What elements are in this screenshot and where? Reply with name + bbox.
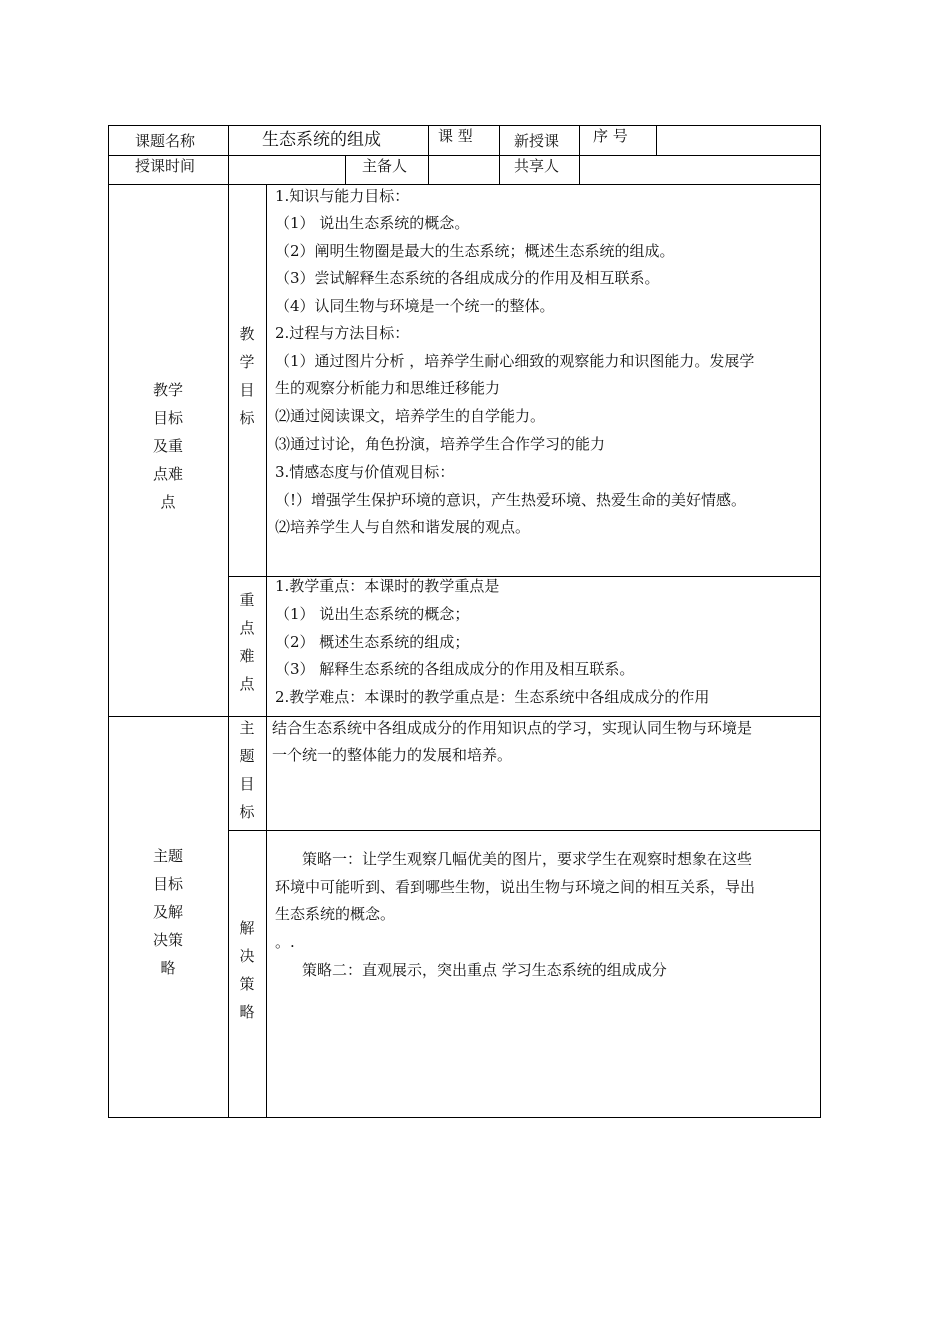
theme-line: 一个统一的整体能力的发展和培养。 [272,746,513,764]
row-divider [108,716,821,717]
goal-line: ⑵培养学生人与自然和谐发展的观点。 [275,518,531,536]
goal-line: 生的观察分析能力和思维迁移能力 [275,379,501,397]
key-point-line: （3） 解释生态系统的各组成成分的作用及相互联系。 [275,660,635,678]
column-divider [656,125,657,155]
goal-line: （!）增强学生保护环境的意识，产生热爱环境、热爱生命的美好情感。 [275,491,747,509]
key-point-line: （2） 概述生态系统的组成； [275,633,470,651]
strategy-line: 环境中可能听到、看到哪些生物，说出生物与环境之间的相互关系，导出 [275,878,756,896]
time-label: 授课时间 [135,157,196,175]
table-border-bottom [108,1117,821,1118]
goal-line: （1）通过图片分析 ，培养学生耐心细致的观察能力和识图能力。发展学 [275,352,755,370]
strategy-line: 策略一：让学生观察几幅优美的图片，要求学生在观察时想象在这些 [302,850,753,868]
goal-line: 1.知识与能力目标： [275,187,410,205]
type-value: 新授课 [514,132,560,150]
section-label-theme-strategy: 主题 目标 及解 决策 略 [152,847,183,977]
topic-title: 生态系统的组成 [262,130,381,150]
row-divider [108,155,821,156]
key-point-line: 1.教学重点：本课时的教学重点是 [275,577,500,595]
sub-label-theme-goals: 主 题 目 标 [239,719,255,821]
goal-line: （2）阐明生物圈是最大的生态系统；概述生态系统的组成。 [275,242,675,260]
strategy-line: 生态系统的概念。 [275,905,396,923]
row-divider [228,830,821,831]
goal-line: 2.过程与方法目标： [275,324,410,342]
column-divider [499,125,500,185]
sub-label-key-points: 重 点 难 点 [239,591,255,693]
row-divider [108,184,821,185]
type-label: 课 型 [438,127,473,145]
sequence-label: 序 号 [593,127,628,145]
topic-label: 课题名称 [135,132,196,150]
goal-line: （3）尝试解释生态系统的各组成成分的作用及相互联系。 [275,269,660,287]
table-border-right [820,125,821,1118]
sub-label-strategy: 解 决 策 略 [239,919,255,1021]
column-divider [345,155,346,185]
column-divider [428,125,429,185]
strategy-line: 。. [275,933,295,951]
column-divider [266,184,267,1118]
goal-line: ⑶通过讨论，角色扮演，培养学生合作学习的能力 [275,435,606,453]
key-point-line: 2.教学难点：本课时的教学重点是：生态系统中各组成成分的作用 [275,688,710,706]
strategy-line: 策略二：直观展示，突出重点 学习生态系统的组成成分 [302,961,667,979]
goal-line: ⑵通过阅读课文，培养学生的自学能力。 [275,407,546,425]
key-point-line: （1） 说出生态系统的概念； [275,605,470,623]
preparer-label: 主备人 [362,157,408,175]
sub-label-teaching-goals: 教 学 目 标 [239,325,255,427]
goal-line: （4）认同生物与环境是一个统一的整体。 [275,297,555,315]
goal-line: （1） 说出生态系统的概念。 [275,214,470,232]
share-label: 共享人 [514,157,560,175]
column-divider [579,125,580,185]
goal-line: 3.情感态度与价值观目标： [275,463,455,481]
theme-line: 结合生态系统中各组成成分的作用知识点的学习，实现认同生物与环境是 [272,719,753,737]
section-label-objectives: 教学 目标 及重 点难 点 [152,381,183,511]
